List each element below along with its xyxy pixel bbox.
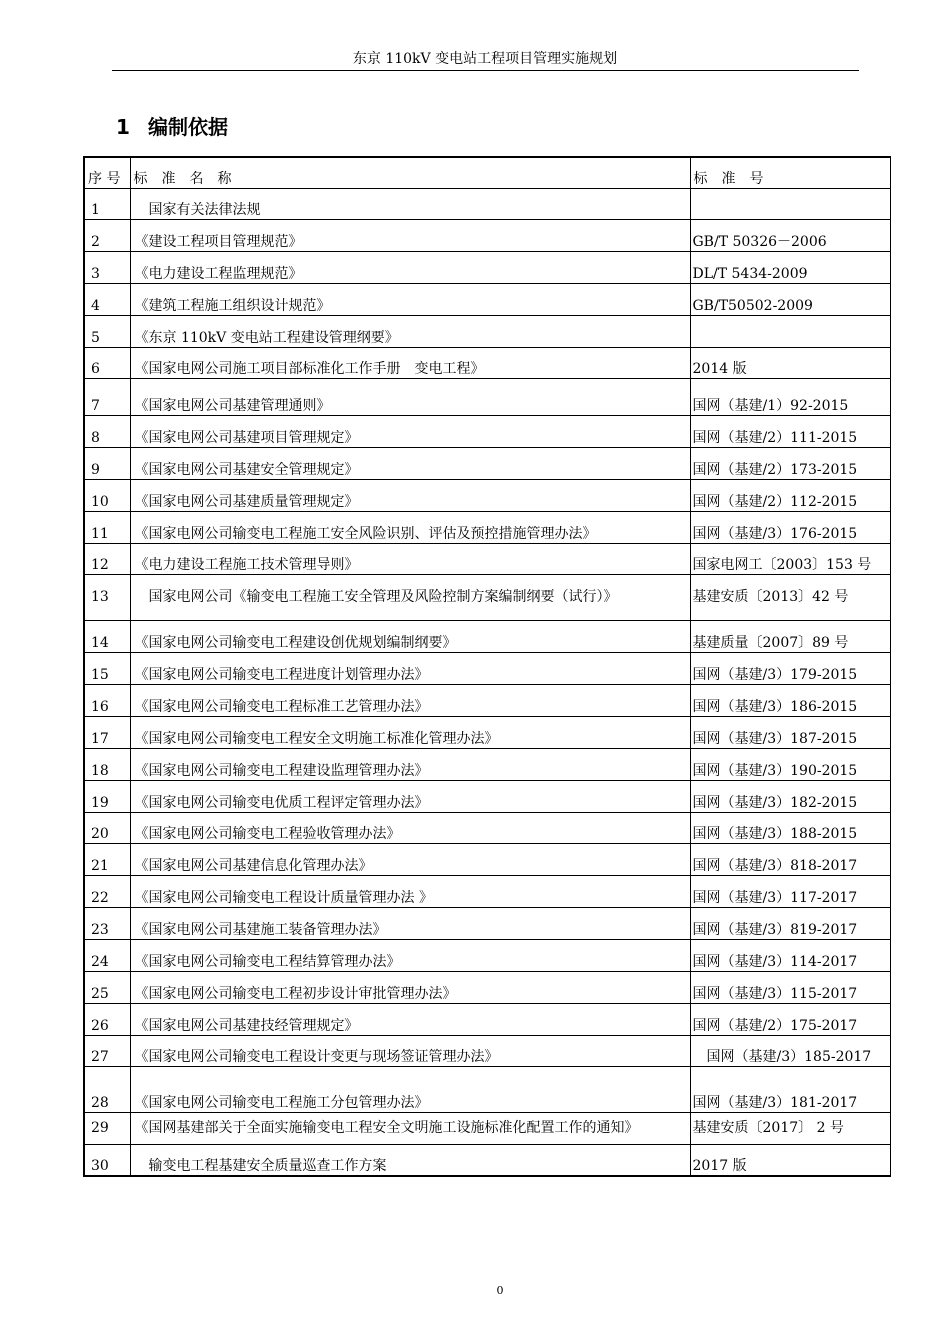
header-num: 序 号 xyxy=(84,157,130,188)
standard-code: 国网（基建/3）187-2015 xyxy=(690,716,890,748)
standard-code: 国网（基建/3）114-2017 xyxy=(690,939,890,971)
standard-name: 《东京 110kV 变电站工程建设管理纲要》 xyxy=(130,315,690,347)
table-row xyxy=(84,652,890,684)
row-number: 13 xyxy=(84,574,130,620)
standard-name: 《国家电网公司输变电工程标准工艺管理办法》 xyxy=(130,684,690,716)
row-number: 15 xyxy=(84,652,130,684)
row-number: 27 xyxy=(84,1035,130,1066)
table-row xyxy=(84,1003,890,1035)
table-row xyxy=(84,971,890,1003)
standard-code: 国网（基建/3）179-2015 xyxy=(690,652,890,684)
table-row xyxy=(84,283,890,315)
table-row xyxy=(84,415,890,447)
row-number: 9 xyxy=(84,447,130,479)
table-row xyxy=(84,315,890,347)
standard-code: 国网（基建/3）117-2017 xyxy=(690,875,890,907)
standard-code: 国网（基建/2）111-2015 xyxy=(690,415,890,447)
standard-name: 《国家电网公司输变电工程设计变更与现场签证管理办法》 xyxy=(130,1035,690,1066)
standard-code xyxy=(690,188,890,219)
standard-name: 《国家电网公司输变电工程设计质量管理办法 》 xyxy=(130,875,690,907)
standard-code: DL/T 5434-2009 xyxy=(690,251,890,283)
standard-name: 《国家电网公司施工项目部标准化工作手册 变电工程》 xyxy=(130,347,690,378)
table-row xyxy=(84,1112,890,1144)
header-code: 标 准 号 xyxy=(690,157,890,188)
row-number: 14 xyxy=(84,620,130,652)
standard-code: 国网（基建/3）818-2017 xyxy=(690,843,890,875)
standard-name: 《国家电网公司基建管理通则》 xyxy=(130,378,690,415)
table-row xyxy=(84,875,890,907)
table-row xyxy=(84,251,890,283)
standard-code: 国网（基建/2）175-2017 xyxy=(690,1003,890,1035)
row-number: 26 xyxy=(84,1003,130,1035)
standard-name: 《国家电网公司输变电工程进度计划管理办法》 xyxy=(130,652,690,684)
standard-name: 《国家电网公司基建信息化管理办法》 xyxy=(130,843,690,875)
standard-name: 《国家电网公司输变电工程结算管理办法》 xyxy=(130,939,690,971)
standard-code xyxy=(690,315,890,347)
standard-code: 国网（基建/3）186-2015 xyxy=(690,684,890,716)
row-number: 2 xyxy=(84,219,130,251)
row-number: 10 xyxy=(84,479,130,511)
row-number: 5 xyxy=(84,315,130,347)
table-row xyxy=(84,347,890,378)
standard-code: 国网（基建/2）112-2015 xyxy=(690,479,890,511)
table-row xyxy=(84,620,890,652)
standard-code: 国网（基建/3）176-2015 xyxy=(690,511,890,543)
section-heading xyxy=(116,114,228,140)
row-number: 24 xyxy=(84,939,130,971)
standard-name: 《电力建设工程监理规范》 xyxy=(130,251,690,283)
page-number: 0 xyxy=(496,1284,504,1297)
table-row xyxy=(84,1144,890,1176)
standard-name: 《建筑工程施工组织设计规范》 xyxy=(130,283,690,315)
standard-name: 《国家电网公司输变电工程施工分包管理办法》 xyxy=(130,1066,690,1112)
standard-code: GB/T50502-2009 xyxy=(690,283,890,315)
standard-code: 国网（基建/3）819-2017 xyxy=(690,907,890,939)
table-row xyxy=(84,219,890,251)
standard-code: 国家电网工〔2003〕153 号 xyxy=(690,543,890,574)
row-number: 25 xyxy=(84,971,130,1003)
standard-name: 《国家电网公司基建质量管理规定》 xyxy=(130,479,690,511)
section-number: 1 xyxy=(116,115,130,139)
table-row xyxy=(84,843,890,875)
standard-code: GB/T 50326－2006 xyxy=(690,219,890,251)
header-divider xyxy=(112,70,859,71)
row-number: 16 xyxy=(84,684,130,716)
standard-code: 基建安质〔2017〕 2 号 xyxy=(690,1112,890,1144)
table-row xyxy=(84,748,890,780)
row-number: 22 xyxy=(84,875,130,907)
row-number: 28 xyxy=(84,1066,130,1112)
header-name: 标 准 名 称 xyxy=(130,157,690,188)
standard-name: 《国家电网公司基建项目管理规定》 xyxy=(130,415,690,447)
standard-name: 《国家电网公司输变电工程施工安全风险识别、评估及预控措施管理办法》 xyxy=(130,511,690,543)
row-number: 30 xyxy=(84,1144,130,1176)
table-row xyxy=(84,907,890,939)
standard-name: 《国家电网公司输变电工程验收管理办法》 xyxy=(130,812,690,843)
standard-code: 国网（基建/3）115-2017 xyxy=(690,971,890,1003)
row-number: 21 xyxy=(84,843,130,875)
row-number: 1 xyxy=(84,188,130,219)
standard-code: 国网（基建/3）181-2017 xyxy=(690,1066,890,1112)
standard-code: 国网（基建/3）190-2015 xyxy=(690,748,890,780)
standard-name: 《国家电网公司基建施工装备管理办法》 xyxy=(130,907,690,939)
standard-name: 《国家电网公司输变电工程建设监理管理办法》 xyxy=(130,748,690,780)
table-row xyxy=(84,684,890,716)
standards-table xyxy=(83,156,891,1177)
page-header-title: 东京 110kV 变电站工程项目管理实施规划 xyxy=(352,51,618,67)
standard-code: 基建质量〔2007〕89 号 xyxy=(690,620,890,652)
table-row xyxy=(84,574,890,620)
row-number: 11 xyxy=(84,511,130,543)
standard-name: 《国家电网公司基建安全管理规定》 xyxy=(130,447,690,479)
standard-name: 《建设工程项目管理规范》 xyxy=(130,219,690,251)
standard-name: 国家电网公司《输变电工程施工安全管理及风险控制方案编制纲要（试行）》 xyxy=(130,574,690,620)
standard-name: 《电力建设工程施工技术管理导则》 xyxy=(130,543,690,574)
row-number: 20 xyxy=(84,812,130,843)
standard-name: 《国家电网公司输变电工程初步设计审批管理办法》 xyxy=(130,971,690,1003)
table-row xyxy=(84,543,890,574)
standard-name: 《国家电网公司输变电工程安全文明施工标准化管理办法》 xyxy=(130,716,690,748)
row-number: 12 xyxy=(84,543,130,574)
standard-name: 《国网基建部关于全面实施输变电工程安全文明施工设施标准化配置工作的通知》 xyxy=(130,1112,690,1144)
table-row xyxy=(84,780,890,812)
table-header-row xyxy=(84,157,890,188)
standard-code: 基建安质〔2013〕42 号 xyxy=(690,574,890,620)
table-row xyxy=(84,1066,890,1112)
table-row xyxy=(84,1035,890,1066)
standard-code: 国网（基建/1）92-2015 xyxy=(690,378,890,415)
row-number: 4 xyxy=(84,283,130,315)
standard-code: 2017 版 xyxy=(690,1144,890,1176)
table-row xyxy=(84,479,890,511)
table-row xyxy=(84,716,890,748)
row-number: 17 xyxy=(84,716,130,748)
standard-name: 国家有关法律法规 xyxy=(130,188,690,219)
standard-name: 《国家电网公司基建技经管理规定》 xyxy=(130,1003,690,1035)
standard-name: 输变电工程基建安全质量巡查工作方案 xyxy=(130,1144,690,1176)
row-number: 18 xyxy=(84,748,130,780)
table-row xyxy=(84,447,890,479)
standards-table-body xyxy=(84,157,890,1176)
table-row xyxy=(84,939,890,971)
row-number: 3 xyxy=(84,251,130,283)
table-row xyxy=(84,188,890,219)
standard-name: 《国家电网公司输变电优质工程评定管理办法》 xyxy=(130,780,690,812)
row-number: 19 xyxy=(84,780,130,812)
section-title: 编制依据 xyxy=(148,115,228,139)
standard-name: 《国家电网公司输变电工程建设创优规划编制纲要》 xyxy=(130,620,690,652)
standard-code: 国网（基建/3）188-2015 xyxy=(690,812,890,843)
row-number: 7 xyxy=(84,378,130,415)
table-row xyxy=(84,378,890,415)
row-number: 23 xyxy=(84,907,130,939)
row-number: 8 xyxy=(84,415,130,447)
standard-code: 国网（基建/3）185-2017 xyxy=(690,1035,890,1066)
row-number: 6 xyxy=(84,347,130,378)
standard-code: 国网（基建/3）182-2015 xyxy=(690,780,890,812)
table-row xyxy=(84,812,890,843)
standard-code: 2014 版 xyxy=(690,347,890,378)
standard-code: 国网（基建/2）173-2015 xyxy=(690,447,890,479)
table-row xyxy=(84,511,890,543)
row-number: 29 xyxy=(84,1112,130,1144)
